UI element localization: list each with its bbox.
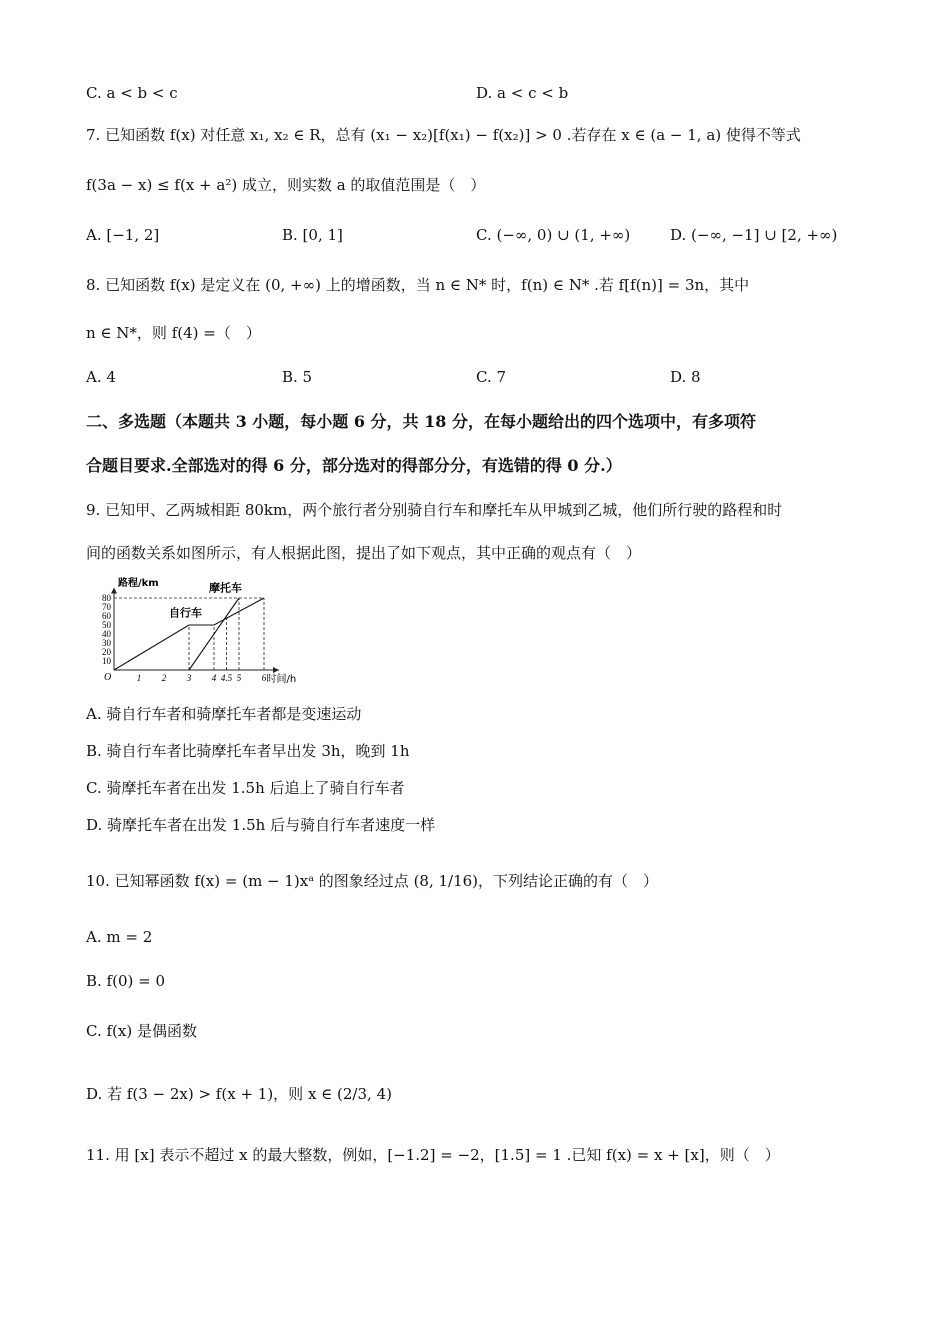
x-axis-arrow (273, 667, 279, 673)
y-tick-label: 20 (102, 647, 111, 657)
x-tick-label: 4 (211, 673, 217, 683)
x-tick-label: 3 (186, 673, 192, 683)
y-tick-label: 40 (102, 629, 111, 639)
x-tick-label: 6 (261, 673, 267, 683)
q7-stem-line2: f(3a − x) ≤ f(x + a²) 成立，则实数 a 的取值范围是（ ） (86, 176, 486, 194)
y-axis-arrow (111, 588, 117, 594)
q7-option-b: B. [0, 1] (282, 226, 343, 244)
series-label-bicycle: 自行车 (169, 606, 202, 620)
q10-option-b: B. f(0) = 0 (86, 972, 166, 990)
q9-option-c: C. 骑摩托车者在出发 1.5h 后追上了骑自行车者 (86, 779, 405, 797)
q8-option-a: A. 4 (86, 368, 116, 386)
x-axis-label: 时间/h (266, 674, 297, 685)
x-tick-label: 2 (161, 673, 167, 683)
q7-option-c: C. (−∞, 0) ∪ (1, +∞) (476, 226, 631, 244)
y-tick-label: 30 (102, 638, 111, 648)
y-tick-label: 60 (102, 611, 111, 621)
q9-option-b: B. 骑自行车者比骑摩托车者早出发 3h，晚到 1h (86, 742, 410, 760)
section2-heading-line2: 合题目要求.全部选对的得 6 分，部分选对的得部分分，有选错的得 0 分.） (86, 456, 622, 475)
x-tick-label: 1 (136, 673, 142, 683)
q11-stem-line1: 11. 用 [x] 表示不超过 x 的最大整数，例如，[−1.2] = −2，[1.5] = 1 .已知 f(x) = x + [x]，则（ ） (86, 1146, 780, 1164)
q10-option-a: A. m = 2 (86, 928, 153, 946)
q8-option-d: D. 8 (670, 368, 701, 386)
q10-option-d: D. 若 f(3 − 2x) > f(x + 1)，则 x ∈ (2/3, 4) (86, 1085, 392, 1103)
q9-stem-line2: 间的函数关系如图所示，有人根据此图，提出了如下观点，其中正确的观点有（ ） (86, 544, 642, 562)
q8-stem-line1: 8. 已知函数 f(x) 是定义在 (0, +∞) 上的增函数，当 n ∈ N* 时，f(n) ∈ N* .若 f[f(n)] = 3n，其中 (86, 276, 750, 294)
x-tick-label: 4.5 (220, 673, 233, 683)
q8-option-c: C. 7 (476, 368, 507, 386)
y-tick-label: 50 (102, 620, 111, 630)
y-axis-label: 路程/km (118, 578, 159, 589)
q9-stem-line1: 9. 已知甲、乙两城相距 80km，两个旅行者分别骑自行车和摩托车从甲城到乙城，他们所行驶的路程和时 (86, 501, 783, 519)
q8-option-b: B. 5 (282, 368, 313, 386)
q9-option-d: D. 骑摩托车者在出发 1.5h 后与骑自行车者速度一样 (86, 816, 436, 834)
q6-option-d: D. a < c < b (476, 84, 569, 102)
y-tick-label: 70 (102, 602, 111, 612)
q7-option-a: A. [−1, 2] (86, 226, 160, 244)
y-tick-label: 10 (102, 656, 111, 666)
q7-stem-line1: 7. 已知函数 f(x) 对任意 x₁, x₂ ∈ R，总有 (x₁ − x₂)[f(x₁) − f(x₂)] > 0 .若存在 x ∈ (a − 1, a) 使得不等式 (86, 126, 801, 144)
q7-option-d: D. (−∞, −1] ∪ [2, +∞) (670, 226, 838, 244)
y-tick-label: 80 (102, 593, 111, 603)
x-tick-label: 5 (236, 673, 242, 683)
section2-heading-line1: 二、多选题（本题共 3 小题，每小题 6 分，共 18 分，在每小题给出的四个选项中，有多项符 (86, 412, 756, 431)
distance-time-chart (86, 576, 346, 688)
origin-label: O (104, 672, 112, 683)
q8-stem-line2: n ∈ N*，则 f(4) =（ ） (86, 324, 261, 342)
q6-option-c: C. a < b < c (86, 84, 178, 102)
q10-stem-line1: 10. 已知幂函数 f(x) = (m − 1)xᵃ 的图象经过点 (8, 1/16)，下列结论正确的有（ ） (86, 872, 659, 890)
series-label-motorcycle: 摩托车 (209, 581, 242, 595)
q9-option-a: A. 骑自行车者和骑摩托车者都是变速运动 (86, 705, 362, 723)
q10-option-c: C. f(x) 是偶函数 (86, 1022, 197, 1040)
